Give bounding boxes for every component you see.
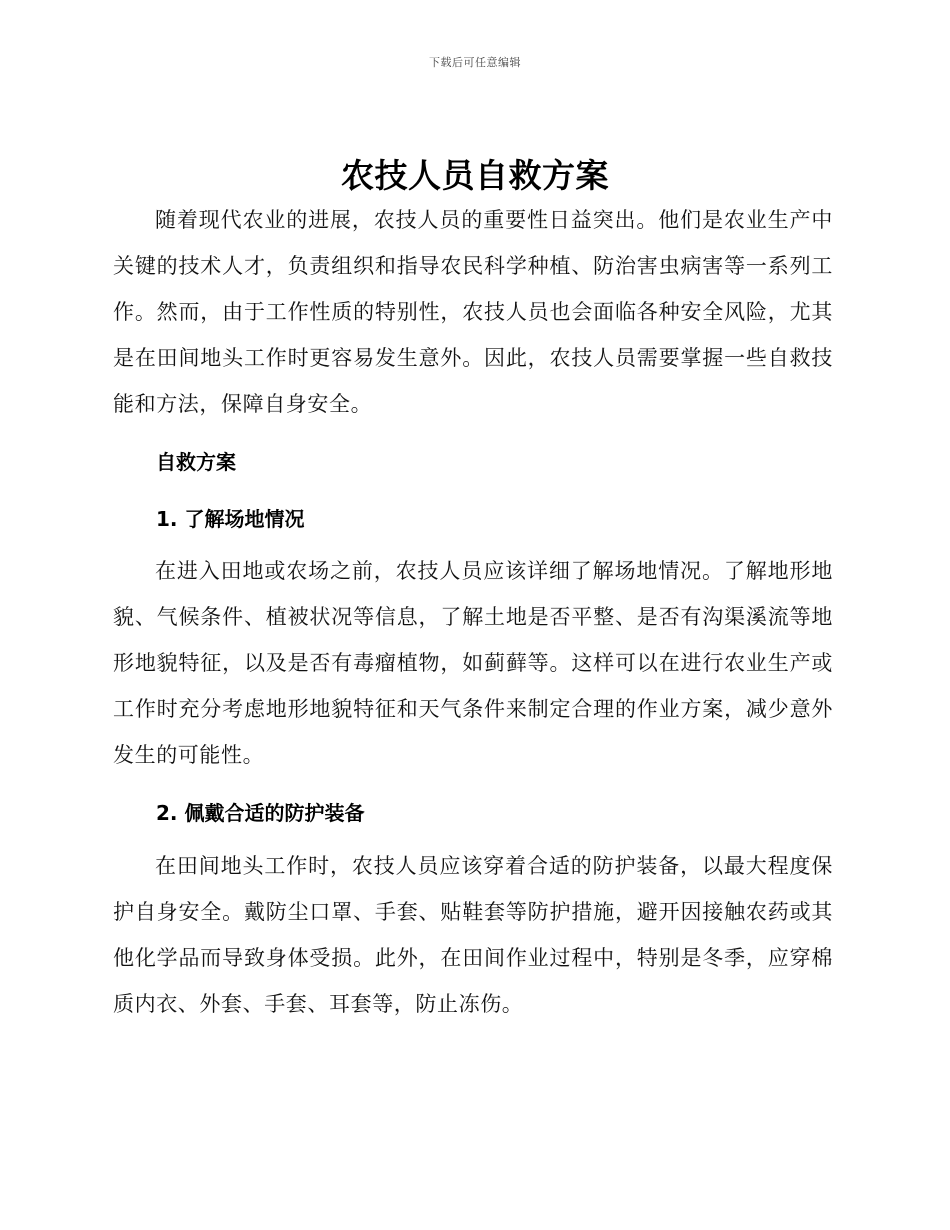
- item-2-heading: 2. 佩戴合适的防护装备: [156, 801, 365, 825]
- item-1-paragraph: 在进入田地或农场之前，农技人员应该详细了解场地情况。了解地形地貌、气候条件、植被状况等信息，了解土地是否平整、是否有沟渠溪流等地形地貌特征，以及是否有毒瘤植物，如蓟藓等。这样可以在进行农业生产或工作时充分考虑地形地貌特征和天气条件来制定合理的作业方案，减少意外发生的可能性。: [113, 559, 833, 767]
- item-2-paragraph: 在田间地头工作时，农技人员应该穿着合适的防护装备，以最大程度保护自身安全。戴防尘口罩、手套、贴鞋套等防护措施，避开因接触农药或其他化学品而导致身体受损。此外，在田间作业过程中，特别是冬季，应穿棉质内衣、外套、手套、耳套等，防止冻伤。: [113, 854, 833, 1016]
- item-1-heading: 1. 了解场地情况: [156, 507, 305, 531]
- section-heading: 自救方案: [156, 450, 236, 474]
- document-title: 农技人员自救方案: [341, 156, 609, 195]
- intro-paragraph: 随着现代农业的进展，农技人员的重要性日益突出。他们是农业生产中关键的技术人才，负责组织和指导农民科学种植、防治害虫病害等一系列工作。然而，由于工作性质的特别性，农技人员也会面临各种安全风险，尤其是在田间地头工作时更容易发生意外。因此，农技人员需要掌握一些自救技能和方法，保障自身安全。: [113, 208, 833, 416]
- header-note: 下载后可任意编辑: [429, 56, 521, 69]
